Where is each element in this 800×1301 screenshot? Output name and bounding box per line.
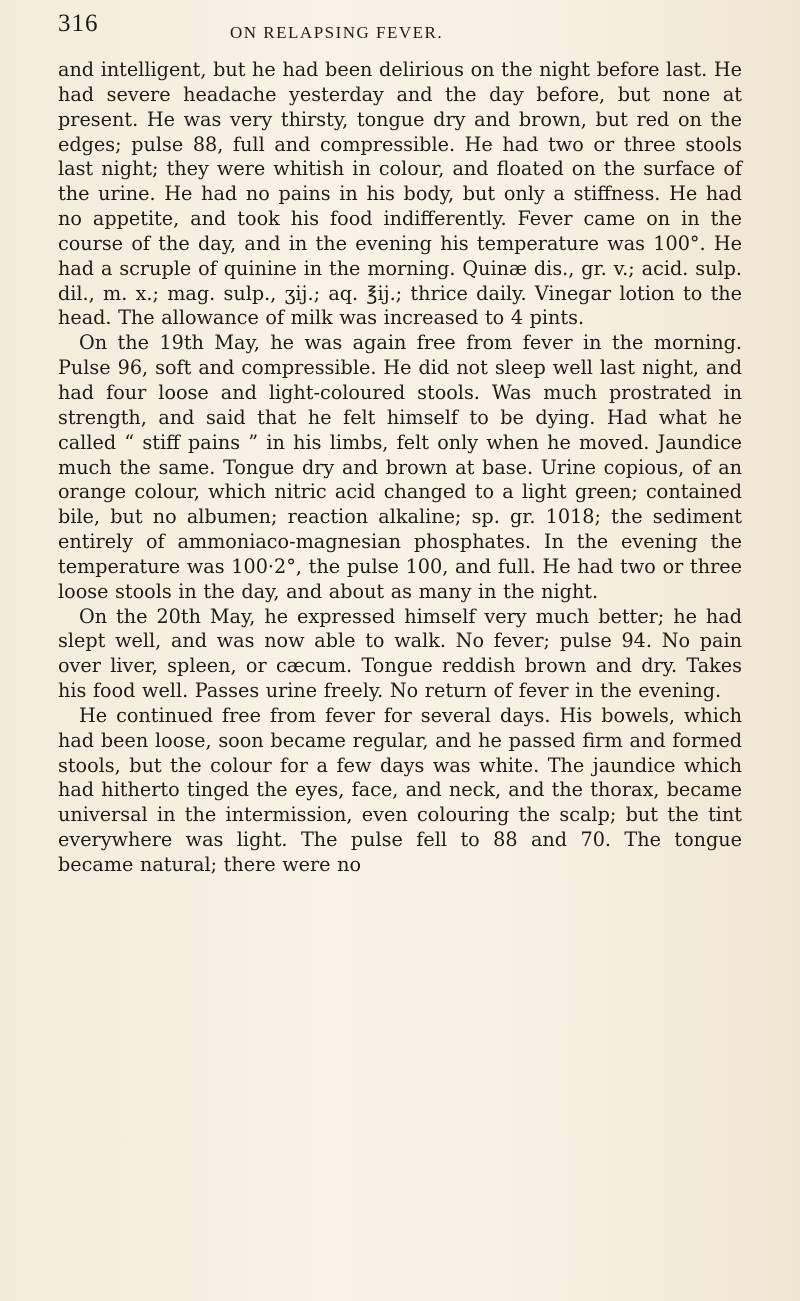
running-head: ON RELAPSING FEVER. bbox=[230, 23, 444, 42]
paragraph-continuation: and intelligent, but he had been delirious on the night before last. He had severe headache yesterday and the day before, but none at present. He was very thirsty, tongue dry and brown, but red on the edges; pulse 88, full and compressible. He had two or three stools last night; they were whitish in colour, and floated on the surface of the urine. He had no pains in his body, but only a stiffness. He had no appetite, and took his food indifferently. Fever came on in the course of the day, and in the evening his temperature was 100°. He had a scruple of quinine in the morning. Quinæ dis., gr. v.; acid. sulp. dil., m. x.; mag. sulp., ʒij.; aq. ℥ij.; thrice daily. Vinegar lotion to the head. The allowance of milk was increased to 4 pints. bbox=[58, 58, 742, 330]
page-number: 316 bbox=[58, 10, 99, 37]
body-text bbox=[58, 58, 742, 878]
paragraph-20th-may: On the 20th May, he expressed himself very much better; he had slept well, and was now able to walk. No fever; pulse 94. No pain over liver, spleen, or cæcum. Tongue reddish brown and dry. Takes his food well. Passes urine freely. No return of fever in the evening. bbox=[58, 604, 742, 703]
page-header bbox=[58, 10, 758, 50]
paragraph-continued-free: He continued free from fever for several days. His bowels, which had been loose, soon became regular, and he passed firm and formed stools, but the colour for a few days was white. The jaundice which had hitherto tinged the eyes, face, and neck, and the thorax, became universal in the intermission, even colouring the scalp; but the tint everywhere was light. The pulse fell to 88 and 70. The tongue became natural; there were no bbox=[58, 703, 742, 876]
paragraph-19th-may: On the 19th May, he was again free from fever in the morning. Pulse 96, soft and compressible. He did not sleep well last night, and had four loose and light-coloured stools. Was much prostrated in strength, and said that he felt himself to be dying. Had what he called “ stiff pains ” in his limbs, felt only when he moved. Jaundice much the same. Tongue dry and brown at base. Urine copious, of an orange colour, which nitric acid changed to a light green; contained bile, but no albumen; reaction alkaline; sp. gr. 1018; the sediment entirely of ammoniaco-magnesian phosphates. In the evening the temperature was 100·2°, the pulse 100, and full. He had two or three loose stools in the day, and about as many in the night. bbox=[58, 331, 742, 603]
